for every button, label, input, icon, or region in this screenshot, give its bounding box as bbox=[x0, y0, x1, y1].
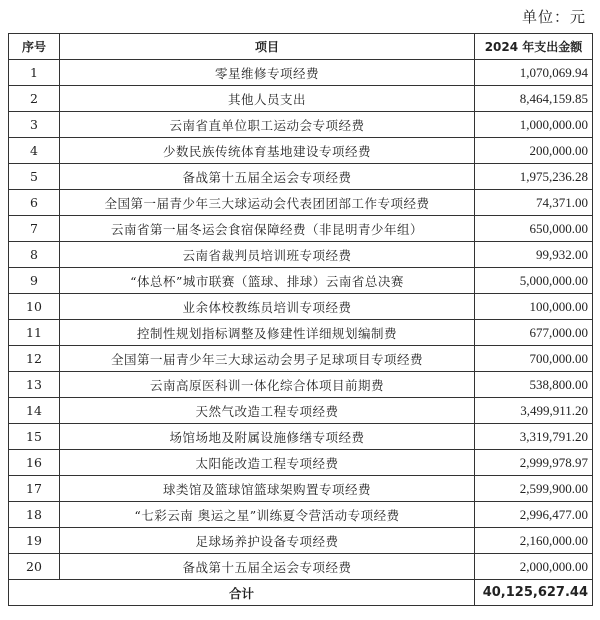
row-item: 备战第十五届全运会专项经费 bbox=[60, 164, 475, 190]
table-row bbox=[9, 294, 593, 320]
row-number: 12 bbox=[9, 346, 60, 372]
header-row bbox=[9, 34, 593, 60]
row-amount: 650,000.00 bbox=[475, 216, 593, 242]
row-item: “体总杯”城市联赛（篮球、排球）云南省总决赛 bbox=[60, 268, 475, 294]
row-item: 球类馆及篮球馆篮球架购置专项经费 bbox=[60, 476, 475, 502]
table-row bbox=[9, 216, 593, 242]
row-amount: 100,000.00 bbox=[475, 294, 593, 320]
row-number: 2 bbox=[9, 86, 60, 112]
row-amount: 99,932.00 bbox=[475, 242, 593, 268]
row-item: 云南省第一届冬运会食宿保障经费（非昆明青少年组） bbox=[60, 216, 475, 242]
table-row bbox=[9, 528, 593, 554]
row-amount: 8,464,159.85 bbox=[475, 86, 593, 112]
row-number: 8 bbox=[9, 242, 60, 268]
row-item: 其他人员支出 bbox=[60, 86, 475, 112]
row-number: 6 bbox=[9, 190, 60, 216]
row-number: 18 bbox=[9, 502, 60, 528]
row-number: 13 bbox=[9, 372, 60, 398]
row-number: 3 bbox=[9, 112, 60, 138]
table-row bbox=[9, 502, 593, 528]
row-number: 15 bbox=[9, 424, 60, 450]
table-row bbox=[9, 372, 593, 398]
table-row bbox=[9, 398, 593, 424]
row-item: 云南省直单位职工运动会专项经费 bbox=[60, 112, 475, 138]
table-row bbox=[9, 268, 593, 294]
table-row bbox=[9, 424, 593, 450]
row-item: 足球场养护设备专项经费 bbox=[60, 528, 475, 554]
row-amount: 200,000.00 bbox=[475, 138, 593, 164]
row-item: 少数民族传统体育基地建设专项经费 bbox=[60, 138, 475, 164]
header-no: 序号 bbox=[9, 34, 60, 60]
row-amount: 74,371.00 bbox=[475, 190, 593, 216]
table-row bbox=[9, 190, 593, 216]
row-item: 全国第一届青少年三大球运动会男子足球项目专项经费 bbox=[60, 346, 475, 372]
table-row bbox=[9, 450, 593, 476]
table-row bbox=[9, 320, 593, 346]
table-row bbox=[9, 476, 593, 502]
table-row bbox=[9, 164, 593, 190]
expenditure-table bbox=[8, 33, 593, 606]
table-row bbox=[9, 554, 593, 580]
row-number: 17 bbox=[9, 476, 60, 502]
row-item: 云南高原医科训一体化综合体项目前期费 bbox=[60, 372, 475, 398]
row-item: 天然气改造工程专项经费 bbox=[60, 398, 475, 424]
row-item: 备战第十五届全运会专项经费 bbox=[60, 554, 475, 580]
row-number: 9 bbox=[9, 268, 60, 294]
table-row bbox=[9, 138, 593, 164]
row-number: 7 bbox=[9, 216, 60, 242]
table-row bbox=[9, 86, 593, 112]
table-row bbox=[9, 60, 593, 86]
row-item: 控制性规划指标调整及修建性详细规划编制费 bbox=[60, 320, 475, 346]
row-item: 业余体校教练员培训专项经费 bbox=[60, 294, 475, 320]
row-amount: 2,000,000.00 bbox=[475, 554, 593, 580]
row-amount: 538,800.00 bbox=[475, 372, 593, 398]
row-amount: 677,000.00 bbox=[475, 320, 593, 346]
table-row bbox=[9, 346, 593, 372]
table-row bbox=[9, 242, 593, 268]
row-amount: 1,000,000.00 bbox=[475, 112, 593, 138]
row-amount: 3,499,911.20 bbox=[475, 398, 593, 424]
total-row bbox=[9, 580, 593, 606]
row-number: 14 bbox=[9, 398, 60, 424]
header-item: 项目 bbox=[60, 34, 475, 60]
row-item: 场馆场地及附属设施修缮专项经费 bbox=[60, 424, 475, 450]
row-item: 全国第一届青少年三大球运动会代表团团部工作专项经费 bbox=[60, 190, 475, 216]
row-item: 太阳能改造工程专项经费 bbox=[60, 450, 475, 476]
row-amount: 3,319,791.20 bbox=[475, 424, 593, 450]
row-amount: 2,999,978.97 bbox=[475, 450, 593, 476]
total-label: 合计 bbox=[9, 580, 475, 606]
row-amount: 2,160,000.00 bbox=[475, 528, 593, 554]
row-number: 19 bbox=[9, 528, 60, 554]
row-amount: 1,975,236.28 bbox=[475, 164, 593, 190]
total-amount: 40,125,627.44 bbox=[475, 580, 593, 606]
row-item: “七彩云南 奥运之星”训练夏令营活动专项经费 bbox=[60, 502, 475, 528]
row-amount: 5,000,000.00 bbox=[475, 268, 593, 294]
unit-label: 单位：元 bbox=[521, 8, 586, 26]
row-amount: 2,996,477.00 bbox=[475, 502, 593, 528]
row-number: 1 bbox=[9, 60, 60, 86]
row-amount: 2,599,900.00 bbox=[475, 476, 593, 502]
row-item: 零星维修专项经费 bbox=[60, 60, 475, 86]
row-number: 16 bbox=[9, 450, 60, 476]
row-number: 4 bbox=[9, 138, 60, 164]
row-number: 11 bbox=[9, 320, 60, 346]
row-number: 20 bbox=[9, 554, 60, 580]
row-item: 云南省裁判员培训班专项经费 bbox=[60, 242, 475, 268]
row-amount: 700,000.00 bbox=[475, 346, 593, 372]
row-amount: 1,070,069.94 bbox=[475, 60, 593, 86]
table-row bbox=[9, 112, 593, 138]
header-amount: 2024 年支出金额 bbox=[475, 34, 593, 60]
row-number: 5 bbox=[9, 164, 60, 190]
row-number: 10 bbox=[9, 294, 60, 320]
